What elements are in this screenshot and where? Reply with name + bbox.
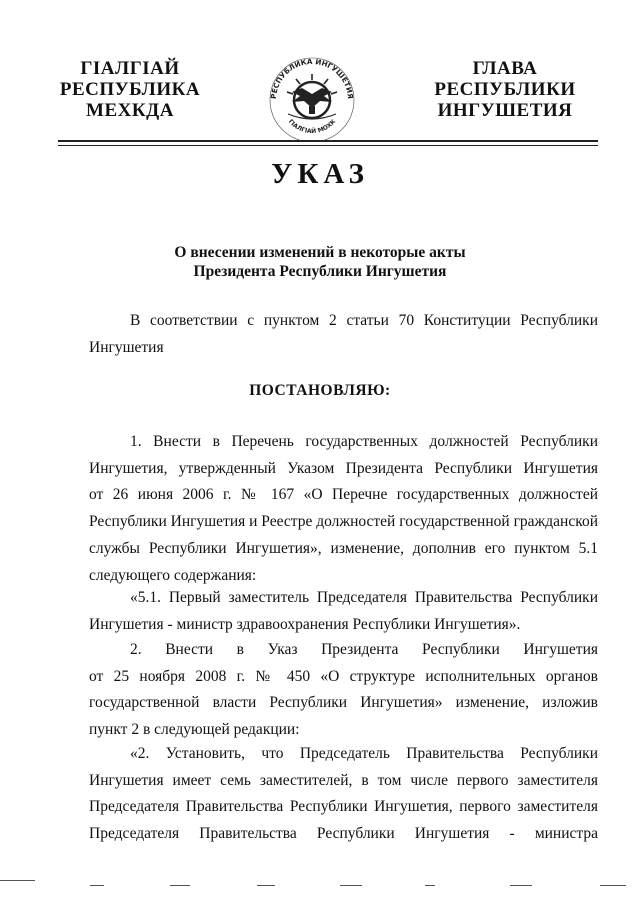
text-line: 1. Внести в Перечень государственных должностей Республики [130, 433, 598, 450]
text-line: следующего содержания: [89, 566, 257, 584]
quote-2-paragraph [89, 741, 598, 848]
scan-mark [340, 885, 362, 886]
header-right-line: ГЛАВА [472, 58, 538, 79]
quote-1-paragraph [89, 585, 598, 638]
item-2-paragraph [89, 637, 598, 744]
coat-of-arms-emblem [262, 50, 362, 140]
text-line: Ингушетия, утвержденный Указом Президента Республики Ингушетия [89, 459, 598, 477]
document-subject [0, 243, 640, 281]
decree-keyword: ПОСТАНОВЛЯЮ: [249, 382, 391, 399]
text-line: государственной власти Республики Ингушетия» изменение, изложив [89, 694, 598, 712]
header-right-line: РЕСПУБЛИКИ [434, 79, 576, 100]
text-line: от 25 ноября 2008 г. № 450 «О структуре исполнительных органов [89, 667, 598, 685]
scan-mark [510, 885, 532, 886]
text-line: Ингушетия имеет семь заместителей, в том числе первого заместителя [89, 771, 598, 789]
text-line: Ингушетия - министр здравоохранения Республики Ингушетия». [89, 615, 521, 633]
text-line: от 26 июня 2006 г. № 167 «О Перечне государственных должностей [89, 486, 598, 504]
text-line: 2. Внести в Указ Президента Республики Ингушетия [130, 641, 598, 658]
header-divider-thick [58, 140, 598, 142]
scan-mark [257, 885, 275, 886]
item-1-paragraph [89, 429, 598, 589]
header-left-line: РЕСПУБЛИКА [59, 79, 201, 100]
emblem-text-bottom: ГIАЛГIАЙ МОХК [286, 118, 338, 136]
header-left-line: ГIАЛГIАЙ [80, 58, 180, 79]
text-line: пункт 2 в следующей редакции: [89, 721, 300, 739]
scan-mark [600, 885, 626, 886]
text-line: Председателя Правительства Республики Ингушетия - министра [89, 825, 598, 843]
header-right-title [420, 58, 590, 121]
text-line: В соответствии с пунктом 2 статьи 70 Конституции Республики [130, 312, 598, 329]
header-left-line: МЕХКДА [86, 100, 174, 121]
text-line: Председателя Правительства Республики Ингушетия, первого заместителя [89, 798, 598, 816]
header-right-line: ИНГУШЕТИЯ [437, 100, 573, 121]
document-type-title: УКАЗ [271, 158, 369, 190]
subject-line: Президента Республики Ингушетия [193, 263, 447, 280]
scan-mark [170, 885, 190, 886]
scan-mark [90, 885, 104, 886]
scan-mark [425, 885, 435, 886]
text-line: «5.1. Первый заместитель Председателя Правительства Республики [130, 589, 598, 606]
text-line: Ингушетия [89, 338, 164, 356]
text-line: «2. Установить, что Председатель Правительства Республики [130, 745, 598, 762]
header-divider-thin [58, 145, 598, 146]
legal-basis-paragraph [89, 308, 598, 361]
emblem-text-top: РЕСПУБЛИКА ИНГУШЕТИЯ [268, 56, 356, 100]
text-line: службы Республики Ингушетия», изменение, дополнив его пунктом 5.1 [89, 539, 598, 557]
subject-line: О внесении изменений в некоторые акты [174, 244, 466, 261]
header-left-title [45, 58, 215, 121]
scan-footer-marks [0, 876, 640, 896]
svg-text:ГIАЛГIАЙ МОХК [287, 118, 337, 135]
text-line: Республики Ингушетия и Реестре должностей государственной гражданской [89, 513, 598, 531]
scan-mark [0, 880, 35, 881]
